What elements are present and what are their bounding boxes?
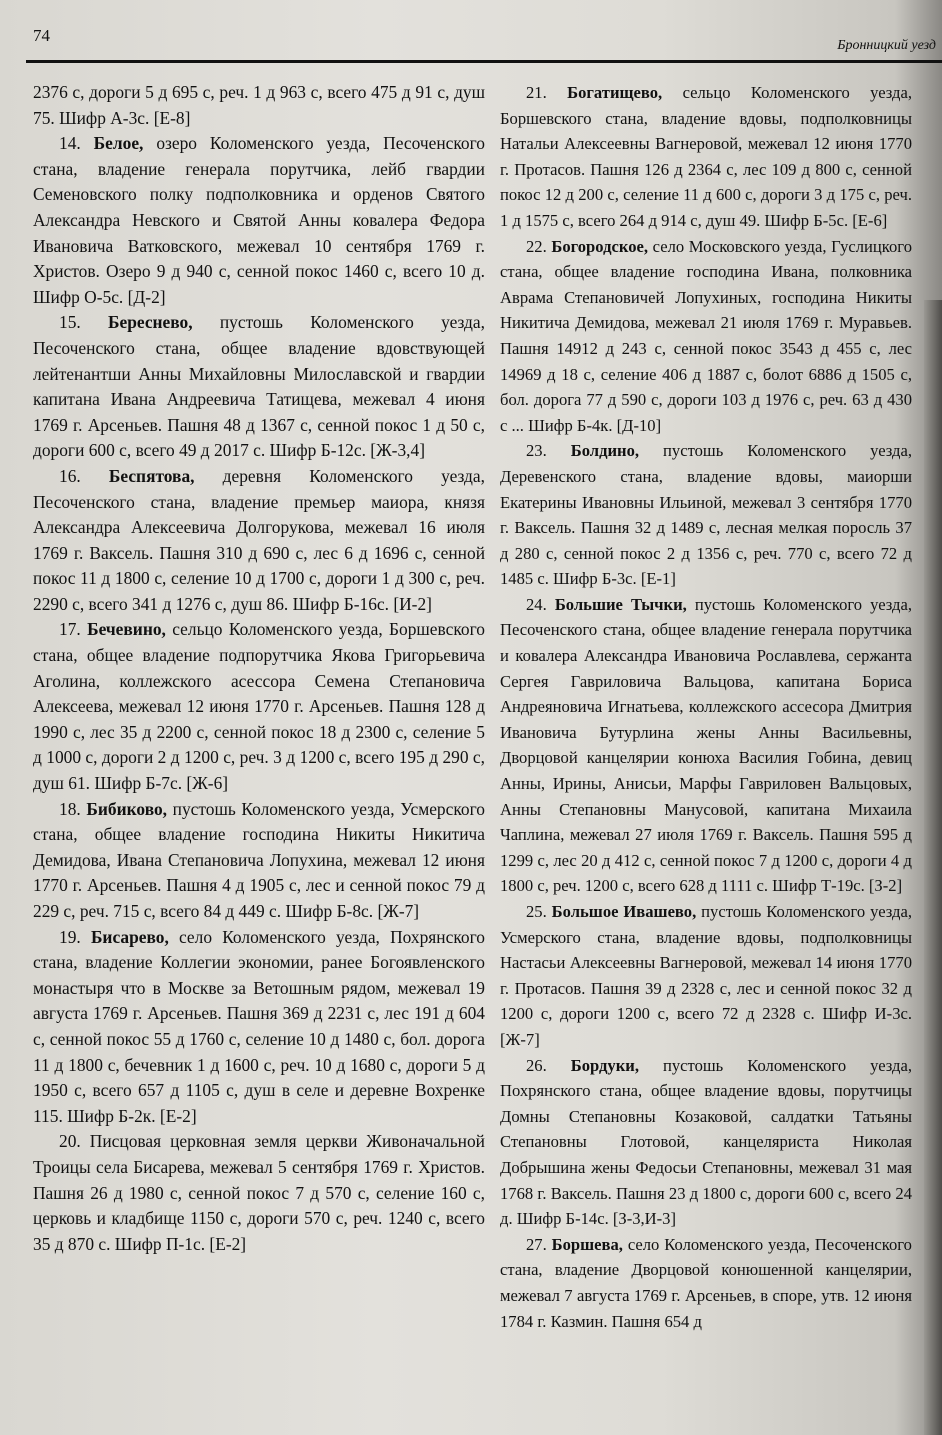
entry-number: 24.	[526, 594, 547, 614]
entry-name: Беспятова,	[108, 465, 195, 486]
entry-name: Бечевино,	[87, 619, 166, 640]
entry-text: село Коломенского уезда, Песоченского стана, владение Дворцовой конюшенной канцелярии, межевал 7 августа 1769 г. Арсеньев, в споре, утв. 12 июня 1784 г. Казмин. Пашня 654 д	[500, 1234, 912, 1331]
entry-number: 17.	[59, 619, 81, 640]
entry-number: 27.	[526, 1234, 547, 1254]
entry-name: Бисарево,	[90, 926, 169, 947]
entry-24	[500, 592, 912, 899]
entry-name: Болдино,	[570, 441, 640, 461]
entry-text: пустошь Коломенского уезда, Похрянского стана, общее владение вдовы, порутчицы Домны Степановны Козаковой, салдатки Татьяны Степановны Глотовой, канцеляриста Николая Добрышина жены Федосьи Степановны, межевал 31 мая 1768 г. Ваксель. Пашня 23 д 1800 с, дороги 600 с, всего 24 д. Шифр Б-14с. [З-3,И-3]	[500, 1055, 912, 1229]
entry-name: Большое Ивашево,	[551, 902, 697, 921]
entry-text: деревня Коломенского уезда, Песоченского стана, владение премьер маиора, князя Александра Алексеевича Долгорукова, межевал 16 июля 1769 г. Ваксель. Пашня 310 д 690 с, лес 6 д 1696 с, сенной покос 11 д 1800 с, селение 10 д 1700 с, дороги 1 д 300 с, реч. 2290 с, всего 341 д 1276 с, душ 86. Шифр Б-16с. [И-2]	[33, 465, 485, 614]
entry-26	[500, 1053, 912, 1232]
entry-15	[33, 310, 485, 464]
entry-name: Богородское,	[551, 236, 649, 256]
entry-23	[500, 438, 912, 592]
entry-18	[33, 797, 485, 925]
entry-text: Писцовая церковная земля церкви Живоначальной Троицы села Бисарева, межевал 5 сентября 1769 г. Христов. Пашня 26 д 1980 с, сенной покос 7 д 570 с, селение 160 с, церковь и кладбище 1150 с, дороги 570 с, реч. 1240 с, всего 35 д 870 с. Шифр П-1с. [Е-2]	[33, 1131, 485, 1254]
book-spine-edge	[924, 300, 942, 1435]
entry-number: 22.	[526, 236, 547, 256]
right-column	[500, 80, 912, 1334]
page-number: 74	[33, 26, 50, 45]
entry-number: 21.	[526, 83, 547, 102]
entry-name: Белое,	[93, 133, 144, 154]
entry-text: пустошь Коломенского уезда, Песоченского стана, общее владение вдовствующей лейтенантши Анны Михайловны Милославской и гвардии капитана Ивана Андреевича Татищева, межевал 4 июня 1769 г. Арсеньев. Пашня 48 д 1367 с, сенной покос 1 д 50 с, дороги 600 с, всего 49 д 2017 с. Шифр Б-12с. [Ж-3,4]	[33, 312, 485, 461]
entry-19	[33, 925, 485, 1130]
entry-text: сельцо Коломенского уезда, Боршевского стана, владение вдовы, подполковницы Натальи Алексеевны Вагнеровой, межевал 12 июня 1770 г. Протасов. Пашня 126 д 2364 с, лес 109 д 800 с, сенной покос 12 д 200 с, селение 11 д 600 с, дороги 3 д 175 с, реч. 1 д 1575 с, всего 264 д 914 с, душ 49. Шифр Б-5с. [Е-6]	[500, 83, 913, 230]
entry-name: Большие Тычки,	[554, 594, 687, 614]
entry-text: сельцо Коломенского уезда, Боршевского стана, общее владение подпорутчика Якова Григорьевича Аголина, коллежского асессора Семена Степановича Алексеева, межевал 12 июня 1770 г. Арсеньев. Пашня 128 д 1990 с, лес 35 д 2200 с, сенной покос 18 д 2300 с, селение 5 д 1000 с, дороги 2 д 1200 с, реч. 3 д 1200 с, всего 195 д 290 с, душ 61. Шифр Б-7с. [Ж-6]	[33, 619, 485, 794]
entry-number: 23.	[526, 441, 547, 461]
entry-16	[33, 464, 485, 618]
running-head: Бронницкий уезд	[837, 38, 936, 53]
entry-number: 16.	[59, 465, 81, 486]
entry-name: Бордуки,	[570, 1055, 639, 1075]
entry-number: 19.	[59, 926, 81, 947]
entry-20	[33, 1129, 485, 1257]
entry-17	[33, 617, 485, 796]
entry-number: 25.	[526, 902, 547, 921]
entry-name: Богатищево,	[567, 83, 663, 102]
entry-text: пустошь Коломенского уезда, Усмерского стана, владение вдовы, подполковницы Настасьи Алексеевны Вагнеровой, межевал 14 июня 1770 г. Протасов. Пашня 39 д 2328 с, лес и сенной покос 32 д 1200 с, дороги 1200 с, всего 72 д 2328 с. Шифр И-3с. [Ж-7]	[500, 902, 912, 1049]
entry-22	[500, 234, 912, 439]
entry-name: Береснево,	[108, 312, 193, 333]
entry-number: 15.	[59, 312, 81, 333]
entry-name: Боршева,	[551, 1234, 623, 1254]
entry-number: 26.	[526, 1055, 547, 1075]
entry-number: 14.	[59, 133, 81, 154]
entry-25	[500, 899, 912, 1053]
entry-number: 20.	[59, 1131, 81, 1152]
entry-text: село Коломенского уезда, Похрянского стана, владение Коллегии экономии, ранее Богоявленского монастыря что в Москве за Ветошным рядом, межевал 19 августа 1769 г. Арсеньев. Пашня 369 д 2231 с, лес 191 д 604 с, сенной покос 55 д 1760 с, селение 10 д 1480 с, бол. дорога 11 д 1800 с, бечевник 1 д 1600 с, реч. 10 д 1680 с, дороги 5 д 1950 с, всего 657 д 1105 с, душ в селе и деревне Вохренке 115. Шифр Б-2к. [Е-2]	[33, 926, 485, 1126]
entry-text: пустошь Коломенского уезда, Усмерского стана, общее владение господина Никиты Никитича Демидова, Ивана Степановича Лопухина, межевал 12 июня 1770 г. Арсеньев. Пашня 4 д 1905 с, лес и сенной покос 79 д 229 с, реч. 715 с, всего 84 д 449 с. Шифр Б-8с. [Ж-7]	[33, 798, 485, 921]
entry-14	[33, 131, 485, 310]
entry-continuation	[33, 80, 485, 131]
entry-text: пустошь Коломенского уезда, Песоченского стана, общее владение генерала порутчика и ковалера Александра Ивановича Рославлева, сержанта Сергея Гавриловича Вальцова, капитана Бориса Андреяновича Игнатьева, коллежского ассесора Дмитрия Ивановича Бутурлина жены Анны Васильевны, Дворцовой канцелярии конюха Василия Гобина, девиц Анны, Ирины, Анисьи, Марфы Гавриловен Вальцовых, Анны Степановны Манусовой, капитана Михаила Чаплина, межевал 27 июля 1769 г. Ваксель. Пашня 595 д 1299 с, лес 20 д 412 с, сенной покос 7 д 1200 с, дороги 4 д 1800 с, реч. 1200 с, всего 628 д 1111 с. Шифр Т-19с. [З-2]	[500, 594, 912, 896]
entry-text: 2376 с, дороги 5 д 695 с, реч. 1 д 963 с, всего 475 д 91 с, душ 75. Шифр А-3с. [Е-8]	[33, 82, 485, 128]
entry-number: 18.	[59, 798, 81, 819]
entry-text: село Московского уезда, Гуслицкого стана, общее владение господина Ивана, полковника Аврама Степановичей Лопухиных, господина Никиты Никитича Демидова, межевал 21 июля 1769 г. Муравьев. Пашня 14912 д 243 с, сенной покос 3543 д 455 с, лес 14969 д 18 с, селение 406 д 1887 с, болот 6886 д 1505 с, бол. дорога 77 д 590 с, дороги 103 д 1976 с, реч. 63 д 430 с ... Шифр Б-4к. [Д-10]	[500, 236, 912, 435]
entry-text: озеро Коломенского уезда, Песоченского стана, владение генерала порутчика, лейб гвардии Семеновского полку подполковника и орденов Святого Александра Невского и Святой Анны ковалера Федора Ивановича Ватковского, межевал 10 сентября 1769 г. Христов. Озеро 9 д 940 с, сенной покос 1460 с, всего 10 д. Шифр О-5с. [Д-2]	[33, 133, 485, 307]
entry-21	[500, 80, 912, 234]
left-column	[33, 80, 485, 1257]
entry-text: пустошь Коломенского уезда, Деревенского стана, владение вдовы, маиорши Екатерины Ивановны Ильиной, межевал 3 сентября 1770 г. Ваксель. Пашня 32 д 1489 с, лесная мелкая поросль 37 д 280 с, сенной покос 2 д 1356 с, реч. 770 с, всего 72 д 1485 с. Шифр Б-3с. [Е-1]	[500, 441, 912, 589]
entry-27	[500, 1232, 912, 1334]
header-rule	[26, 60, 942, 63]
entry-name: Бибиково,	[86, 798, 168, 819]
